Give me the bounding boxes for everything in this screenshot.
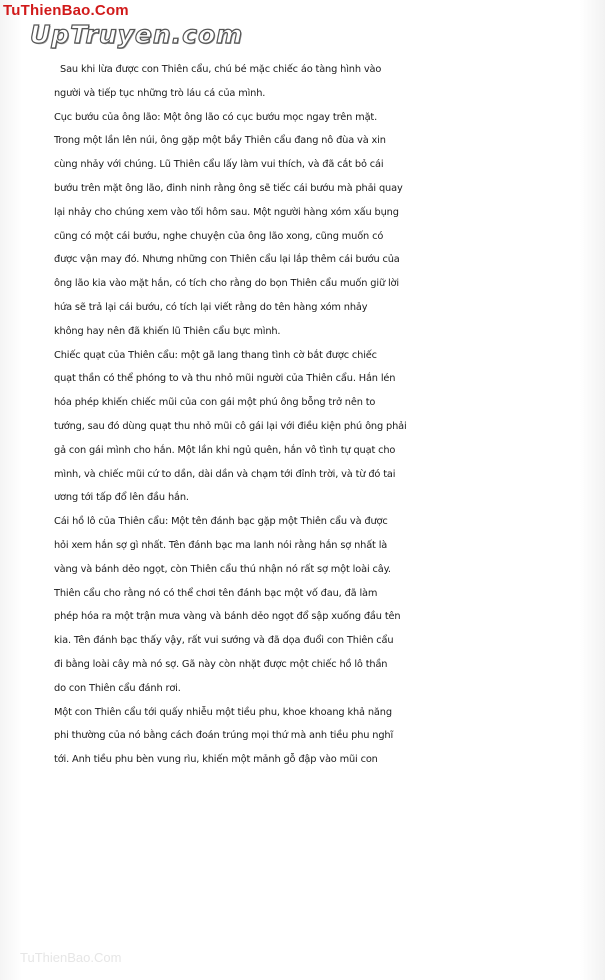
text-line: lại nhảy cho chúng xem vào tối hôm sau. Một người hàng xóm xấu bụng	[54, 206, 399, 218]
text-line: ông lão kia vào mặt hắn, có tích cho rằng do bọn Thiên cẩu muốn giữ lời	[54, 278, 399, 290]
site-watermark: TuThienBao.Com	[3, 2, 129, 19]
text-line: hỏi xem hắn sợ gì nhất. Tên đánh bạc ma lanh nói rằng hắn sợ nhất là	[54, 539, 388, 551]
text-line: cũng có một cái bướu, nghe chuyện của ông lão xong, cũng muốn có	[54, 230, 384, 242]
text-line: ương tới tấp đổ lên đầu hắn.	[54, 492, 189, 504]
text-line: tới. Anh tiều phu bèn vung rìu, khiến một mảnh gỗ đập vào mũi con	[54, 754, 378, 766]
text-line: tướng, sau đó dùng quạt thu nhỏ mũi cô gái lại với điều kiện phú ông phải	[54, 420, 407, 432]
text-line: gả con gái mình cho hắn. Một lần khi ngủ quên, hắn vô tình tự quạt cho	[54, 444, 396, 456]
text-line: Cục bướu của ông lão: Một ông lão có cục bướu mọc ngay trên mặt.	[54, 111, 378, 123]
text-line: bướu trên mặt ông lão, đinh ninh rằng ông sẽ tiếc cái bướu mà phải quay	[54, 182, 403, 194]
text-line: mình, và chiếc mũi cứ to dần, dài dần và chạm tới đỉnh trời, và từ đó tai	[54, 468, 396, 480]
text-line: quạt thần có thể phóng to và thu nhỏ mũi người của Thiên cẩu. Hắn lén	[54, 373, 396, 385]
text-line: đi bằng loài cây mà nó sợ. Gã này còn nhặt được một chiếc hồ lô thần	[54, 658, 388, 670]
text-line: hóa phép khiến chiếc mũi của con gái một phú ông bỗng trở nên to	[54, 397, 376, 409]
text-line: Trong một lần lên núi, ông gặp một bầy Thiên cẩu đang nô đùa và xin	[54, 135, 386, 147]
text-line: vàng và bánh dẻo ngọt, còn Thiên cẩu thú nhận nó rất sợ một loài cây.	[54, 563, 391, 575]
text-line: do con Thiên cẩu đánh rơi.	[54, 682, 181, 694]
faint-bottom-watermark: TuThienBao.Com	[20, 950, 122, 965]
text-line: phép hóa ra một trận mưa vàng và bánh dẻo ngọt đổ sập xuống đầu tên	[54, 611, 401, 623]
story-text	[54, 58, 584, 772]
text-line: cùng nhảy với chúng. Lũ Thiên cẩu lấy làm vui thích, và đã cắt bỏ cái	[54, 159, 384, 171]
text-line: phi thường của nó bằng cách đoán trúng mọi thứ mà anh tiều phu nghĩ	[54, 730, 394, 742]
text-line: Sau khi lừa được con Thiên cẩu, chú bé mặc chiếc áo tàng hình vào	[60, 64, 382, 75]
text-line: Thiên cẩu cho rằng nó có thể chơi tên đánh bạc một vố đau, đã làm	[54, 587, 378, 599]
text-line: Cái hồ lô của Thiên cẩu: Một tên đánh bạc gặp một Thiên cẩu và được	[54, 516, 388, 528]
text-line: người và tiếp tục những trò láu cá của mình.	[54, 87, 266, 99]
brand-logo-watermark: UpTruyen.com	[30, 20, 244, 49]
text-line: được vận may đó. Nhưng những con Thiên cẩu lại lắp thêm cái bướu của	[54, 254, 400, 266]
text-line: Chiếc quạt của Thiên cẩu: một gã lang thang tình cờ bắt được chiếc	[54, 349, 377, 361]
text-line: hứa sẽ trả lại cái bướu, có tích lại viết rằng do tên hàng xóm nhảy	[54, 301, 368, 313]
text-line: không hay nên đã khiến lũ Thiên cẩu bực mình.	[54, 325, 281, 337]
text-line: Một con Thiên cẩu tới quấy nhiễu một tiều phu, khoe khoang khả năng	[54, 706, 392, 718]
text-line: kia. Tên đánh bạc thấy vậy, rất vui sướng và đã dọa đuổi con Thiên cẩu	[54, 635, 394, 647]
